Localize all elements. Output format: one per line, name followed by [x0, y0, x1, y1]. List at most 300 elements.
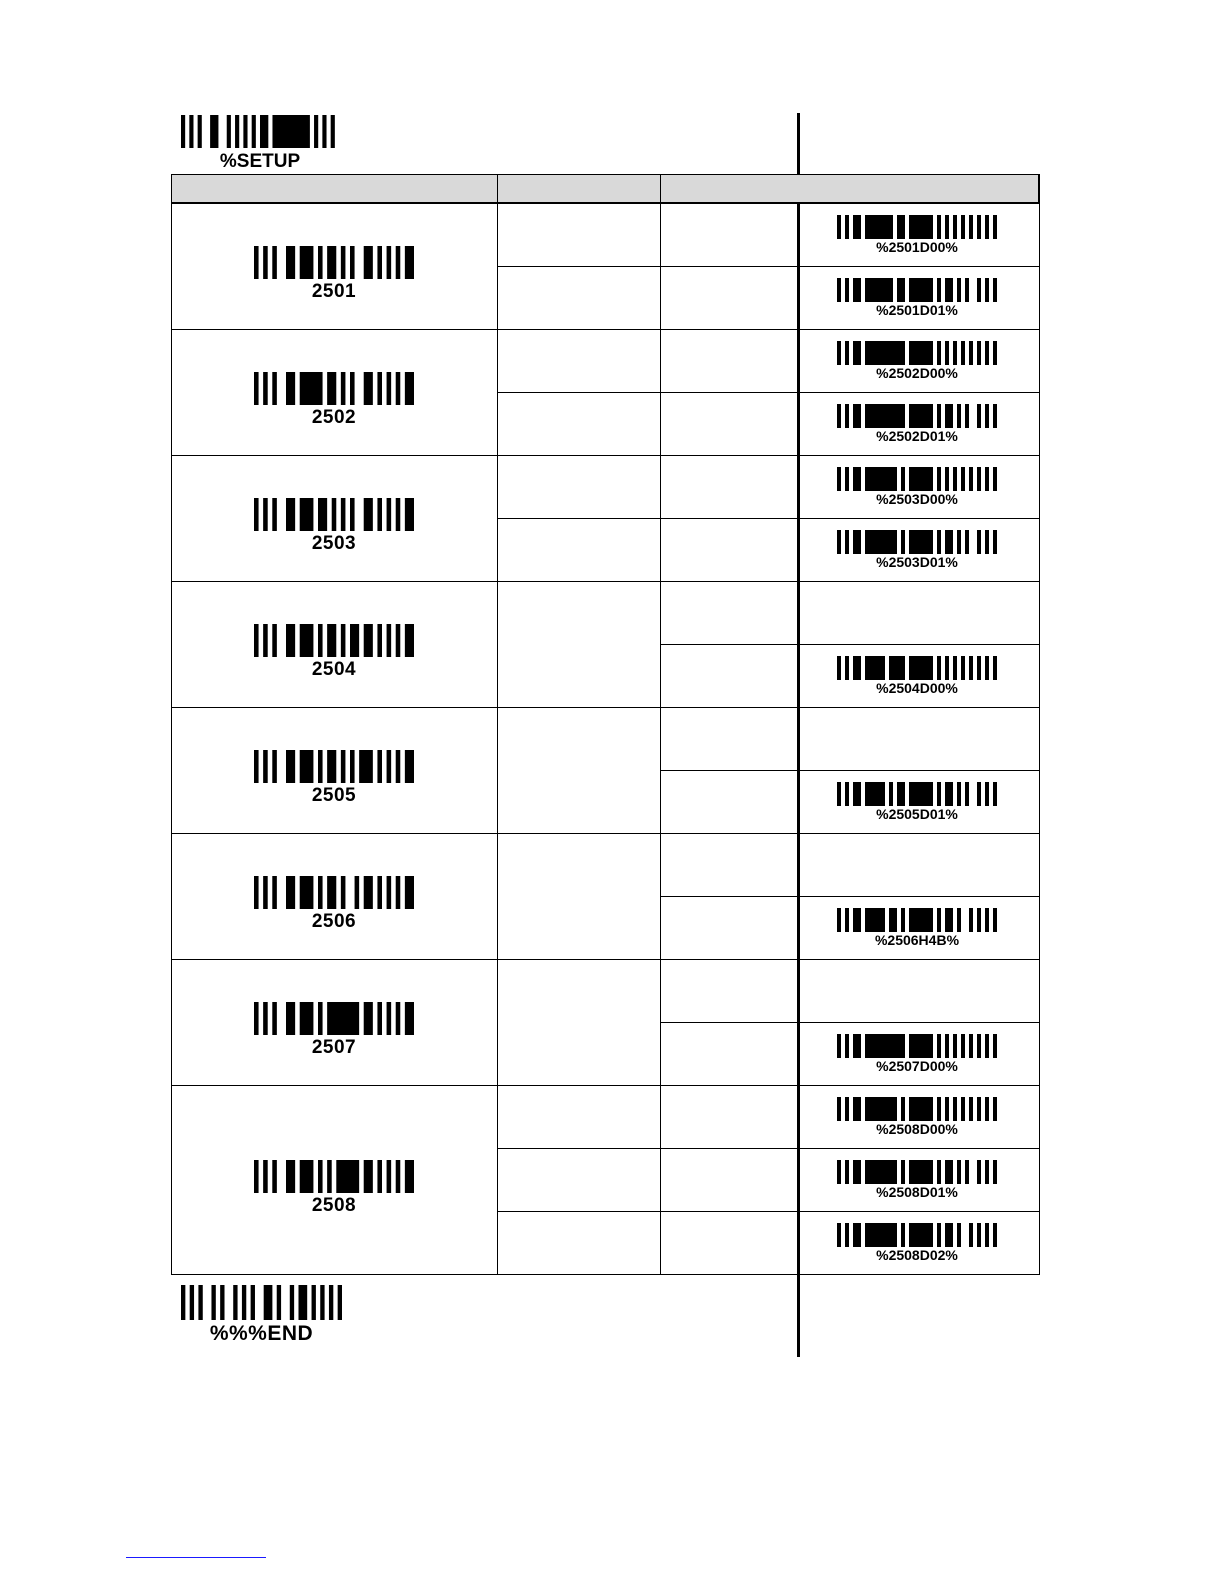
barcode-bar	[845, 530, 849, 554]
barcode-bar	[985, 656, 989, 680]
barcode-bar	[985, 908, 989, 932]
barcode-bar	[845, 782, 849, 806]
code-barcode	[837, 1160, 997, 1214]
barcode-bar	[865, 530, 897, 554]
barcode-bar	[290, 1285, 294, 1320]
barcode-bar	[985, 530, 989, 554]
barcode-bar	[845, 1223, 849, 1247]
barcode-bar	[977, 1097, 981, 1121]
barcode-bar	[254, 876, 259, 909]
barcode-bar	[405, 498, 414, 531]
barcode-bar	[286, 750, 295, 783]
barcode-bar	[350, 624, 359, 657]
table-right-line	[1039, 174, 1040, 1275]
barcode-bar	[845, 404, 849, 428]
barcode-bar	[961, 656, 965, 680]
barcode-bar	[909, 656, 933, 680]
barcode-bar	[853, 215, 861, 239]
barcode-bar	[965, 1160, 969, 1184]
barcode-bar	[387, 1160, 392, 1193]
barcode-bar	[286, 1002, 295, 1035]
barcode-bar	[937, 1034, 941, 1058]
barcode-bar	[977, 1160, 981, 1184]
row-barcode-2503-bars	[254, 498, 414, 531]
barcode-bar	[853, 1034, 861, 1058]
row-barcode-2503-label: 2503	[311, 533, 357, 554]
barcode-bar	[969, 656, 973, 680]
barcode-bar	[953, 1034, 957, 1058]
barcode-bar	[953, 467, 957, 491]
barcode-bar	[396, 246, 401, 279]
barcode-bar	[953, 656, 957, 680]
barcode-bar	[242, 1285, 246, 1320]
barcode-bar	[977, 530, 981, 554]
barcode-bar	[364, 1002, 373, 1035]
barcode-bar	[387, 1002, 392, 1035]
barcode-bar	[387, 246, 392, 279]
barcode-bar	[937, 404, 941, 428]
row-barcode-2505	[254, 750, 414, 813]
code-barcode-label: %2508D02%	[876, 1247, 958, 1263]
barcode-bar	[937, 278, 941, 302]
barcode-bar	[272, 498, 277, 531]
subrow-divider-line	[497, 1211, 1040, 1212]
code-barcode-bars	[837, 467, 997, 491]
barcode-bar	[865, 215, 893, 239]
barcode-bar	[961, 215, 965, 239]
barcode-bar	[909, 530, 933, 554]
row-barcode-2506-label: 2506	[311, 911, 357, 932]
barcode-bar	[377, 372, 382, 405]
row-barcode-2501-bars	[254, 246, 414, 279]
barcode-bar	[909, 782, 933, 806]
barcode-bar	[377, 498, 382, 531]
barcode-bar	[327, 372, 336, 405]
barcode-bar	[985, 341, 989, 365]
barcode-bar	[396, 498, 401, 531]
barcode-bar	[957, 530, 961, 554]
barcode-bar	[945, 1097, 949, 1121]
barcode-bar	[985, 404, 989, 428]
barcode-bar	[853, 1097, 861, 1121]
barcode-bar	[865, 656, 885, 680]
barcode-bar	[327, 1002, 359, 1035]
barcode-bar	[853, 908, 861, 932]
barcode-bar	[286, 372, 295, 405]
row-barcode-2501-label: 2501	[311, 281, 357, 302]
barcode-bar	[897, 278, 905, 302]
barcode-bar	[969, 215, 973, 239]
barcode-bar	[341, 498, 346, 531]
barcode-bar	[387, 624, 392, 657]
barcode-bar	[396, 1160, 401, 1193]
barcode-bar	[865, 1097, 897, 1121]
barcode-bar	[977, 1034, 981, 1058]
end-barcode	[181, 1285, 342, 1345]
barcode-bar	[405, 876, 414, 909]
barcode-bar	[937, 467, 941, 491]
barcode-bar	[327, 246, 336, 279]
barcode-bar	[350, 246, 355, 279]
barcode-bar	[837, 782, 841, 806]
barcode-bar	[845, 278, 849, 302]
barcode-bar	[263, 1160, 268, 1193]
barcode-bar	[953, 1097, 957, 1121]
code-barcode-bars	[837, 215, 997, 239]
barcode-bar	[957, 404, 961, 428]
barcode-bar	[969, 1223, 973, 1247]
barcode-bar	[254, 624, 259, 657]
barcode-bar	[901, 908, 905, 932]
barcode-bar	[837, 1097, 841, 1121]
code-barcode	[837, 530, 997, 584]
footer-link-underline	[126, 1557, 266, 1558]
code-barcode-bars	[837, 278, 997, 302]
barcode-bar	[272, 246, 277, 279]
barcode-bar	[405, 750, 414, 783]
vertical-divider	[797, 113, 800, 1357]
barcode-bar	[845, 1034, 849, 1058]
row-barcode-2508-bars	[254, 1160, 414, 1193]
table-header-row	[171, 174, 1039, 203]
barcode-bar	[298, 1285, 307, 1320]
code-barcode-label: %2508D01%	[876, 1184, 958, 1200]
barcode-bar	[845, 215, 849, 239]
barcode-bar	[387, 498, 392, 531]
barcode-bar	[377, 750, 382, 783]
barcode-bar	[957, 1160, 961, 1184]
table-top-line	[171, 203, 1040, 204]
barcode-bar	[985, 1160, 989, 1184]
barcode-bar	[937, 530, 941, 554]
barcode-bar	[845, 1160, 849, 1184]
row-barcode-2506-bars	[254, 876, 414, 909]
barcode-bar	[272, 1160, 277, 1193]
barcode-bar	[953, 215, 957, 239]
barcode-bar	[977, 656, 981, 680]
barcode-bar	[909, 1034, 933, 1058]
code-barcode-bars	[837, 1223, 997, 1247]
barcode-bar	[865, 1223, 897, 1247]
barcode-bar	[377, 876, 382, 909]
barcode-bar	[845, 656, 849, 680]
setup-bars	[181, 115, 339, 148]
barcode-bar	[993, 1097, 997, 1121]
group-divider-line	[171, 707, 1040, 708]
barcode-bar	[233, 1285, 237, 1320]
barcode-bar	[837, 1223, 841, 1247]
barcode-bar	[945, 782, 953, 806]
barcode-bar	[181, 115, 185, 148]
barcode-bar	[396, 876, 401, 909]
code-barcode-label: %2506H4B%	[874, 932, 960, 948]
barcode-bar	[220, 1285, 224, 1320]
barcode-bar	[837, 278, 841, 302]
barcode-bar	[845, 467, 849, 491]
barcode-bar	[254, 1002, 259, 1035]
barcode-bar	[272, 115, 309, 148]
row-barcode-2508-label: 2508	[311, 1195, 357, 1216]
barcode-bar	[853, 530, 861, 554]
row-barcode-2504-label: 2504	[311, 659, 357, 680]
barcode-bar	[965, 530, 969, 554]
barcode-bar	[272, 624, 277, 657]
barcode-bar	[865, 278, 893, 302]
barcode-bar	[341, 372, 346, 405]
barcode-bar	[198, 115, 202, 148]
barcode-bar	[977, 341, 981, 365]
barcode-bar	[945, 1223, 953, 1247]
barcode-bar	[865, 908, 885, 932]
barcode-bar	[957, 278, 961, 302]
code-barcode	[837, 467, 997, 521]
barcode-bar	[901, 1223, 905, 1247]
barcode-bar	[272, 750, 277, 783]
group-divider-line	[171, 833, 1040, 834]
barcode-bar	[190, 1285, 194, 1320]
subrow-divider-line	[497, 1148, 1040, 1149]
barcode-bar	[977, 278, 981, 302]
table-bottom-line	[171, 1274, 1040, 1275]
barcode-bar	[993, 1223, 997, 1247]
barcode-bar	[945, 656, 949, 680]
barcode-bar	[377, 246, 382, 279]
column-line	[497, 174, 498, 1275]
barcode-bar	[181, 1285, 185, 1320]
barcode-bar	[985, 1034, 989, 1058]
barcode-bar	[327, 624, 336, 657]
barcode-bar	[377, 1160, 382, 1193]
row-barcode-2505-bars	[254, 750, 414, 783]
code-barcode-label: %2504D00%	[876, 680, 958, 696]
barcode-bar	[977, 908, 981, 932]
barcode-bar	[387, 750, 392, 783]
barcode-bar	[254, 498, 259, 531]
barcode-bar	[341, 246, 346, 279]
barcode-bar	[341, 624, 346, 657]
barcode-bar	[853, 656, 861, 680]
barcode-bar	[300, 1002, 314, 1035]
barcode-bar	[364, 246, 373, 279]
barcode-bar	[945, 404, 953, 428]
barcode-bar	[350, 498, 355, 531]
row-barcode-2502-label: 2502	[311, 407, 357, 428]
barcode-bar	[318, 498, 327, 531]
barcode-bar	[336, 1160, 359, 1193]
code-barcode-label: %2503D00%	[876, 491, 958, 507]
barcode-bar	[327, 750, 336, 783]
barcode-bar	[945, 278, 953, 302]
barcode-bar	[286, 624, 295, 657]
barcode-bar	[945, 1034, 949, 1058]
barcode-bar	[327, 876, 336, 909]
barcode-bar	[897, 782, 905, 806]
barcode-bar	[865, 1160, 897, 1184]
barcode-bar	[210, 115, 218, 148]
barcode-bar	[364, 1160, 373, 1193]
barcode-bar	[387, 876, 392, 909]
barcode-bar	[993, 782, 997, 806]
subrow-divider-line	[660, 770, 1040, 771]
barcode-bar	[937, 782, 941, 806]
barcode-bar	[300, 246, 314, 279]
barcode-bar	[985, 1223, 989, 1247]
code-barcode-bars	[837, 404, 997, 428]
barcode-bar	[235, 115, 239, 148]
group-divider-line	[171, 959, 1040, 960]
barcode-bar	[909, 278, 933, 302]
barcode-bar	[837, 656, 841, 680]
barcode-bar	[318, 1160, 323, 1193]
barcode-bar	[405, 372, 414, 405]
barcode-bar	[945, 530, 953, 554]
barcode-bar	[263, 876, 268, 909]
barcode-bar	[198, 1285, 202, 1320]
barcode-bar	[901, 530, 905, 554]
barcode-bar	[327, 1160, 332, 1193]
barcode-bar	[909, 1097, 933, 1121]
barcode-bar	[993, 908, 997, 932]
barcode-bar	[338, 1285, 342, 1320]
code-barcode-label: %2502D01%	[876, 428, 958, 444]
barcode-bar	[254, 750, 259, 783]
barcode-bar	[985, 215, 989, 239]
row-barcode-2507-bars	[254, 1002, 414, 1035]
subrow-divider-line	[660, 896, 1040, 897]
code-barcode	[837, 404, 997, 458]
barcode-bar	[263, 372, 268, 405]
barcode-bar	[901, 1097, 905, 1121]
barcode-bar	[286, 876, 295, 909]
barcode-bar	[837, 404, 841, 428]
barcode-bar	[396, 1002, 401, 1035]
barcode-bar	[318, 750, 323, 783]
group-divider-line	[171, 329, 1040, 330]
row-barcode-2504	[254, 624, 414, 687]
barcode-bar	[364, 624, 373, 657]
barcode-bar	[405, 1160, 414, 1193]
barcode-bar	[272, 876, 277, 909]
code-barcode	[837, 1034, 997, 1088]
barcode-bar	[993, 278, 997, 302]
barcode-bar	[318, 1002, 323, 1035]
barcode-bar	[909, 467, 933, 491]
table-left-line	[171, 174, 172, 1275]
subrow-divider-line	[497, 266, 1040, 267]
code-barcode-bars	[837, 1097, 997, 1121]
barcode-bar	[993, 1034, 997, 1058]
barcode-bar	[300, 498, 314, 531]
code-barcode	[837, 215, 997, 269]
barcode-bar	[329, 1285, 333, 1320]
barcode-bar	[300, 750, 314, 783]
code-barcode-label: %2508D00%	[876, 1121, 958, 1137]
barcode-bar	[364, 498, 373, 531]
barcode-bar	[853, 467, 861, 491]
barcode-bar	[897, 215, 905, 239]
barcode-bar	[977, 404, 981, 428]
end-bars	[181, 1285, 342, 1320]
barcode-bar	[977, 782, 981, 806]
barcode-bar	[957, 782, 961, 806]
code-barcode-bars	[837, 782, 997, 806]
code-barcode-bars	[837, 530, 997, 554]
barcode-bar	[405, 246, 414, 279]
code-barcode-label: %2505D01%	[876, 806, 958, 822]
barcode-bar	[865, 782, 885, 806]
barcode-bar	[937, 1160, 941, 1184]
barcode-bar	[889, 908, 897, 932]
barcode-bar	[985, 278, 989, 302]
barcode-bar	[387, 372, 392, 405]
barcode-bar	[318, 624, 323, 657]
barcode-bar	[945, 908, 953, 932]
barcode-bar	[243, 115, 247, 148]
barcode-bar	[957, 1223, 961, 1247]
barcode-bar	[865, 467, 897, 491]
code-barcode	[837, 341, 997, 395]
row-barcode-2507	[254, 1002, 414, 1065]
barcode-bar	[837, 1160, 841, 1184]
barcode-bar	[314, 115, 318, 148]
row-barcode-2507-label: 2507	[311, 1037, 357, 1058]
barcode-bar	[211, 1285, 215, 1320]
barcode-bar	[985, 1097, 989, 1121]
barcode-bar	[189, 115, 193, 148]
row-barcode-2501	[254, 246, 414, 309]
code-barcode-bars	[837, 341, 997, 365]
barcode-bar	[961, 341, 965, 365]
code-barcode	[837, 656, 997, 710]
row-barcode-2505-label: 2505	[311, 785, 357, 806]
row-barcode-2508	[254, 1160, 414, 1223]
barcode-bar	[263, 750, 268, 783]
code-barcode	[837, 782, 997, 836]
barcode-bar	[845, 341, 849, 365]
barcode-bar	[945, 467, 949, 491]
barcode-bar	[260, 115, 268, 148]
barcode-bar	[300, 624, 314, 657]
barcode-bar	[853, 1223, 861, 1247]
barcode-bar	[889, 656, 905, 680]
barcode-bar	[961, 1097, 965, 1121]
code-barcode-bars	[837, 1034, 997, 1058]
barcode-bar	[909, 404, 933, 428]
code-barcode-label: %2501D01%	[876, 302, 958, 318]
barcode-bar	[318, 876, 323, 909]
setup-barcode	[181, 115, 339, 171]
barcode-bar	[889, 782, 893, 806]
barcode-bar	[969, 908, 973, 932]
barcode-bar	[405, 624, 414, 657]
barcode-bar	[254, 1160, 259, 1193]
barcode-bar	[396, 624, 401, 657]
barcode-bar	[300, 372, 323, 405]
barcode-bar	[341, 750, 346, 783]
barcode-bar	[993, 1160, 997, 1184]
setup-label: %SETUP	[219, 151, 301, 172]
barcode-bar	[977, 1223, 981, 1247]
barcode-bar	[945, 341, 949, 365]
barcode-bar	[969, 467, 973, 491]
code-barcode	[837, 1097, 997, 1151]
barcode-bar	[953, 341, 957, 365]
barcode-bar	[300, 1160, 314, 1193]
barcode-bar	[853, 782, 861, 806]
barcode-bar	[837, 215, 841, 239]
barcode-bar	[937, 341, 941, 365]
barcode-bar	[909, 341, 933, 365]
